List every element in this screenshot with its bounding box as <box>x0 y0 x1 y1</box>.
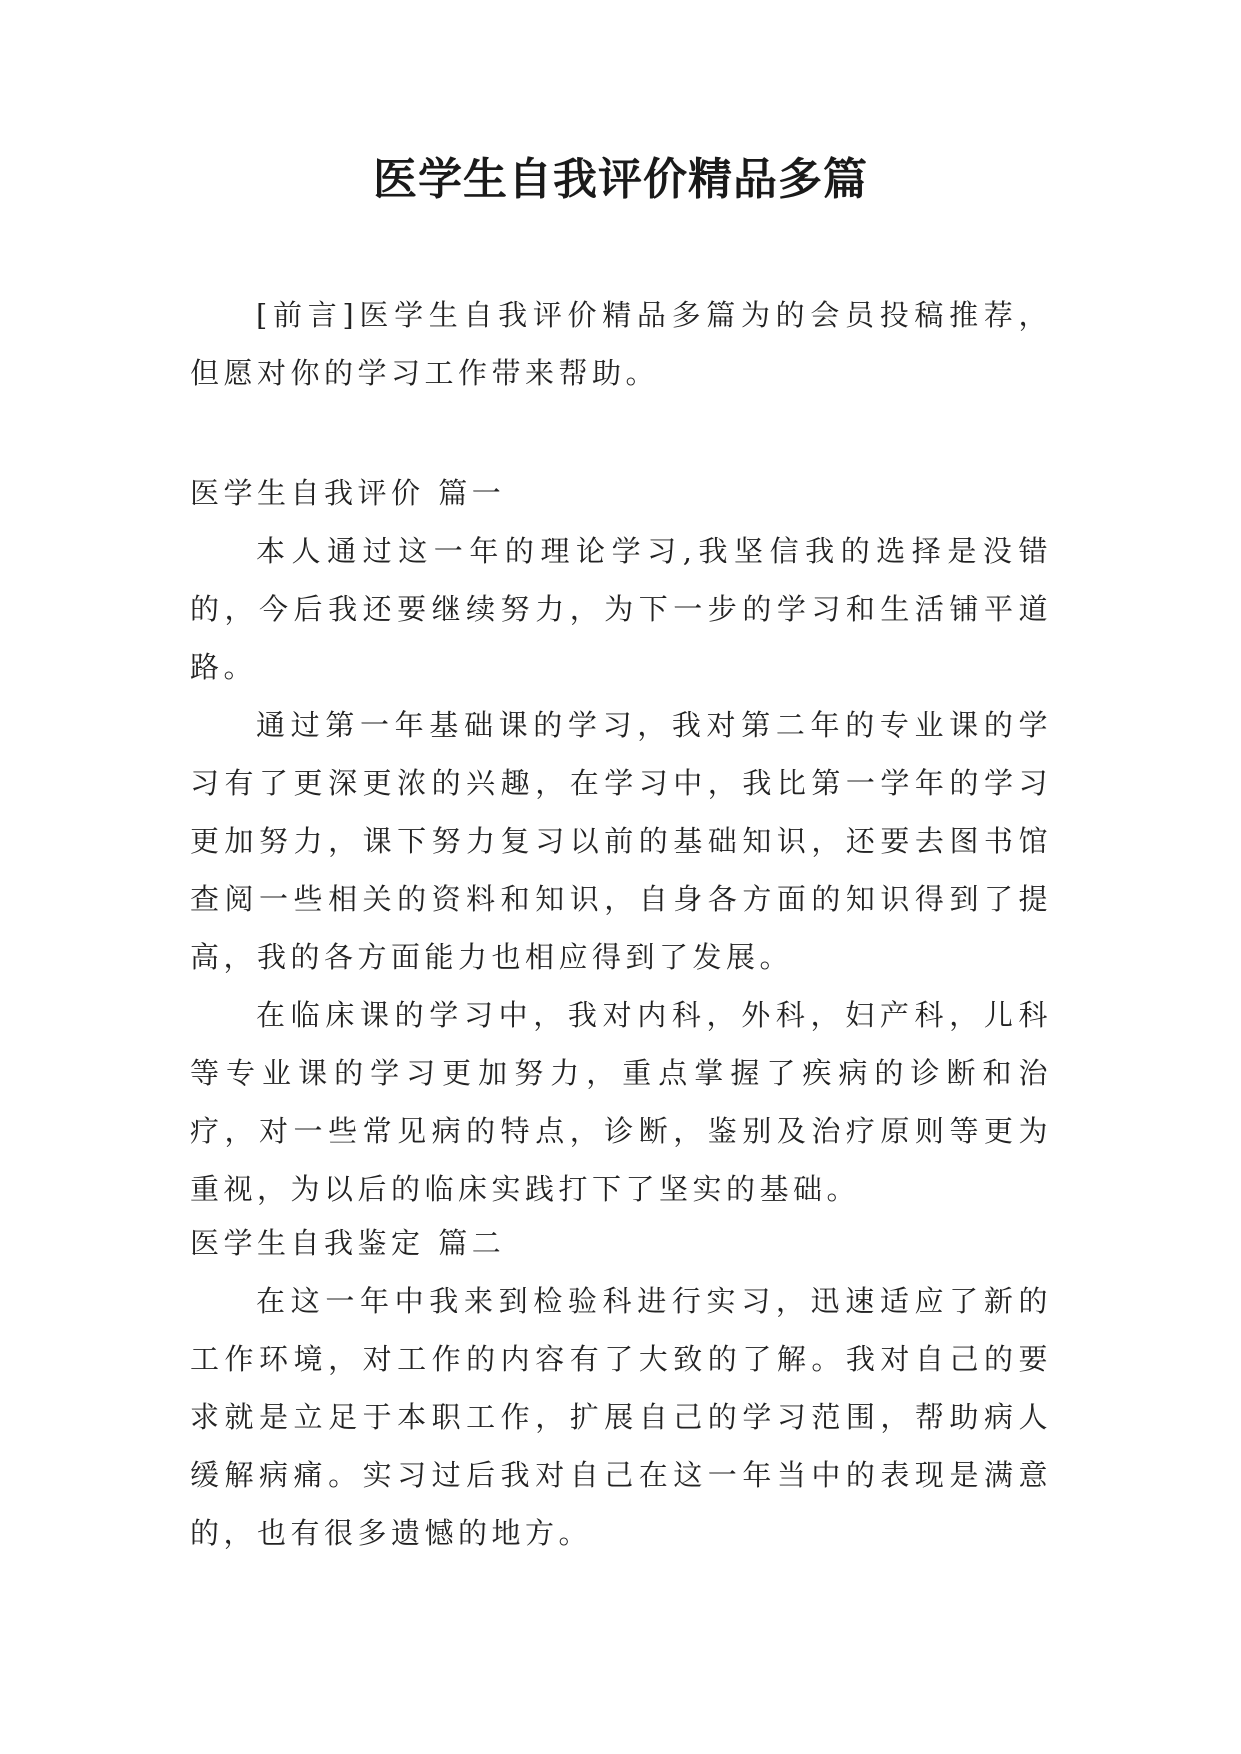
section-paragraph: 本人通过这一年的理论学习,我坚信我的选择是没错的，今后我还要继续努力，为下一步的学习和生活铺平道路。 <box>190 534 1052 684</box>
section-heading: 医学生自我评价 篇一 <box>190 476 506 510</box>
section-paragraph: 在这一年中我来到检验科进行实习，迅速适应了新的工作环境，对工作的内容有了大致的了解。我对自己的要求就是立足于本职工作，扩展自己的学习范围，帮助病人缓解病痛。实习过后我对自己在这一年当中的表现是满意的，也有很多遗憾的地方。 <box>190 1284 1052 1550</box>
section-paragraph: 在临床课的学习中，我对内科，外科，妇产科，儿科等专业课的学习更加努力，重点掌握了疾病的诊断和治疗，对一些常见病的特点，诊断，鉴别及治疗原则等更为重视，为以后的临床实践打下了坚实的基础。 <box>190 998 1052 1206</box>
section-heading: 医学生自我鉴定 篇二 <box>190 1226 506 1260</box>
section-2 <box>190 1214 1052 1562</box>
section-paragraph: 通过第一年基础课的学习，我对第二年的专业课的学习有了更深更浓的兴趣，在学习中，我比第一学年的学习更加努力，课下努力复习以前的基础知识，还要去图书馆查阅一些相关的资料和知识，自身各方面的知识得到了提高，我的各方面能力也相应得到了发展。 <box>190 708 1052 974</box>
section-1 <box>190 464 1052 1218</box>
intro-block <box>190 286 1052 402</box>
document-title: 医学生自我评价精品多篇 <box>373 154 868 205</box>
intro-paragraph: [前言]医学生自我评价精品多篇为的会员投稿推荐，但愿对你的学习工作带来帮助。 <box>190 298 1052 390</box>
